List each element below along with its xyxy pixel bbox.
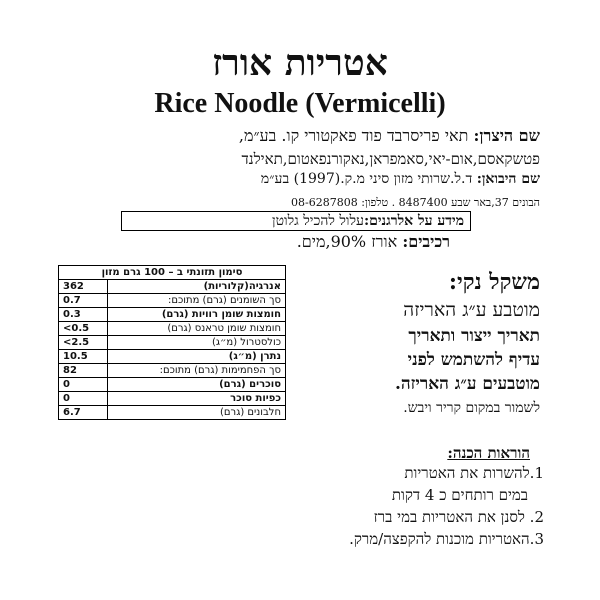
- importer-address: הבונים 37,באר שבע 8487400 . טלפון: 08-6287808: [291, 196, 540, 209]
- nutrition-value: 0: [59, 378, 108, 392]
- table-row: [59, 350, 286, 364]
- nutrition-value: <0.5: [59, 322, 108, 336]
- nutrition-label: סוכרים (גרם): [108, 378, 286, 392]
- manufacturer-address: פטשקאסם,אום-יאי,סאמפראן,נאקורנפאטום,תאילנד: [241, 150, 540, 168]
- importer-name: ד.ל.שרותי מזון סיני מ.ק.(1997) בע״מ: [260, 171, 473, 187]
- nutrition-label: נתרן (מ״ג): [108, 350, 286, 364]
- ingredients-text: אורז 90%,מים.: [296, 232, 398, 251]
- importer-label: שם היבואן:: [476, 171, 540, 187]
- net-weight-title: משקל נקי:: [448, 269, 540, 295]
- nutrition-label: כפיות סוכר: [108, 392, 286, 406]
- net-weight-section: [300, 268, 540, 418]
- table-row: [59, 364, 286, 378]
- importer-line: [261, 171, 540, 188]
- table-row: [59, 322, 286, 336]
- table-row: [59, 308, 286, 322]
- table-row: [59, 392, 286, 406]
- nutrition-label: סך הפחמימות (גרם) מתוכם:: [108, 364, 286, 378]
- nutrition-value: <2.5: [59, 336, 108, 350]
- nutrition-label: חלבונים (גרם): [108, 406, 286, 420]
- nutrition-value: 6.7: [59, 406, 108, 420]
- allergen-box: [121, 211, 471, 231]
- manufacturer-line: [239, 126, 540, 146]
- nutrition-label: אנרגיה(קלוריות): [108, 280, 286, 294]
- nutrition-value: 0.7: [59, 294, 108, 308]
- nutrition-label: חומצות שומן טראנס (גרם): [108, 322, 286, 336]
- nutrition-value: 362: [59, 280, 108, 294]
- ingredients-label: רכיבים:: [402, 232, 450, 251]
- nutrition-header: סימון תזונתי ב – 100 גרם מזון: [59, 266, 286, 280]
- dates-line-2: עדיף להשתמש לפני: [407, 350, 540, 370]
- preparation-step-1a: 1.להשרות את האטריות: [404, 464, 544, 482]
- table-row: [59, 336, 286, 350]
- table-row: [59, 280, 286, 294]
- nutrition-label: חומצות שומן רוויות (גרם): [108, 308, 286, 322]
- storage-text: לשמור במקום קריר ויבש.: [403, 400, 540, 416]
- preparation-step-3: 3.האטריות מוכנות להקפצה/מרק.: [349, 530, 544, 548]
- nutrition-label: סך השומנים (גרם) מתוכם:: [108, 294, 286, 308]
- preparation-title: הוראות הכנה:: [447, 444, 530, 462]
- table-row: [59, 406, 286, 420]
- allergen-label: מידע על אלרגנים:: [363, 213, 464, 229]
- net-weight-text: מוטבע ע״ג האריזה: [403, 299, 540, 321]
- nutrition-label: כולסטרול (מ״ג): [108, 336, 286, 350]
- manufacturer-name: תאי פריסרבד פוד פאקטורי קו. בע״מ,: [238, 126, 469, 145]
- dates-line-3: מוטבעים ע״ג האריזה.: [394, 374, 540, 394]
- english-title: Rice Noodle (Vermicelli): [154, 88, 446, 119]
- nutrition-value: 82: [59, 364, 108, 378]
- dates-line-1: תאריך ייצור ותאריך: [408, 326, 540, 346]
- ingredients-line: [297, 232, 450, 252]
- hebrew-title: אטריות אורז: [212, 42, 388, 84]
- nutrition-table: [58, 265, 286, 420]
- preparation-step-1b: במים רותחים כ 4 דקות: [391, 486, 528, 504]
- manufacturer-label: שם היצרן:: [473, 126, 540, 145]
- table-row: [59, 294, 286, 308]
- preparation-step-2: 2. לסנן את האטריות במי ברז: [373, 508, 544, 526]
- table-row: [59, 378, 286, 392]
- nutrition-value: 0.3: [59, 308, 108, 322]
- allergen-text: עלול להכיל גלוטן: [272, 213, 364, 229]
- nutrition-value: 0: [59, 392, 108, 406]
- nutrition-value: 10.5: [59, 350, 108, 364]
